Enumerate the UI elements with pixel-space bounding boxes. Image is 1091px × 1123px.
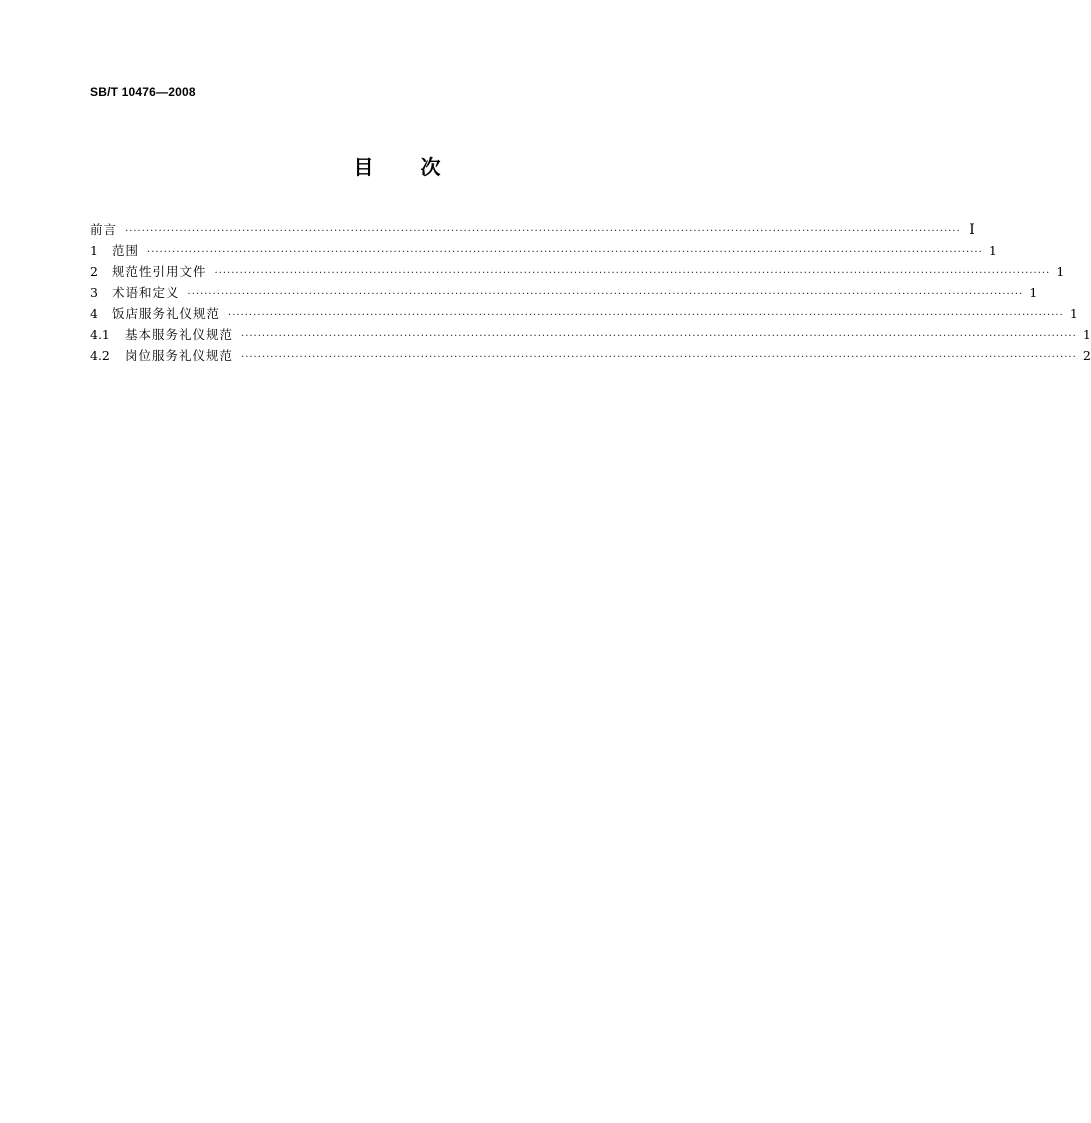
toc-entry-terms-definitions[interactable] <box>90 282 1038 303</box>
toc-entry-page: 1 <box>1069 306 1078 321</box>
toc-entry-page: 1 <box>1029 285 1038 300</box>
toc-entry-foreword[interactable] <box>90 219 975 240</box>
toc-entry-hotel-etiquette[interactable] <box>90 303 1078 324</box>
dot-leader: ········································································································································································································ <box>187 289 1024 300</box>
toc-entry-text: 规范性引用文件 <box>112 264 207 279</box>
toc-entry-number: 1 <box>90 243 98 258</box>
toc-entry-text: 范围 <box>112 243 140 258</box>
toc-entry-text: 术语和定义 <box>112 285 180 300</box>
dot-leader: ········································································································································································································ <box>228 310 1064 321</box>
toc-entry-number: 2 <box>90 264 98 279</box>
toc-entry-post-etiquette[interactable] <box>90 345 1091 366</box>
toc-entry-number: 4.2 <box>90 348 110 363</box>
dot-leader: ········································································································································································································ <box>147 247 983 258</box>
toc-entry-text: 岗位服务礼仪规范 <box>125 348 234 363</box>
toc-entry-page: 2 <box>1082 348 1091 363</box>
toc-entry-number: 4.1 <box>90 327 110 342</box>
toc-entry-normative-references[interactable] <box>90 261 1065 282</box>
toc-entry-text: 前言 <box>90 222 118 237</box>
toc-entry-number: 4 <box>90 306 98 321</box>
toc-title: 目 次 <box>353 155 441 179</box>
toc-entry-scope[interactable] <box>90 240 997 261</box>
toc-entry-page: I <box>969 222 975 238</box>
toc-entry-basic-etiquette[interactable] <box>90 324 1091 345</box>
dot-leader: ········································································································································································································ <box>214 268 1051 279</box>
toc-entry-page: 1 <box>988 243 997 258</box>
toc-entry-page: 1 <box>1082 327 1091 342</box>
dot-leader: ········································································································································································································ <box>241 352 1077 363</box>
toc-entry-text: 基本服务礼仪规范 <box>125 327 234 342</box>
toc-entry-page: 1 <box>1056 264 1065 279</box>
toc-entry-text: 饭店服务礼仪规范 <box>112 306 221 321</box>
toc-entry-number: 3 <box>90 285 98 300</box>
table-of-contents <box>90 219 1091 366</box>
document-code: SB/T 10476—2008 <box>90 85 196 99</box>
dot-leader: ········································································································································································································ <box>125 226 961 237</box>
dot-leader: ········································································································································································································ <box>241 331 1077 342</box>
